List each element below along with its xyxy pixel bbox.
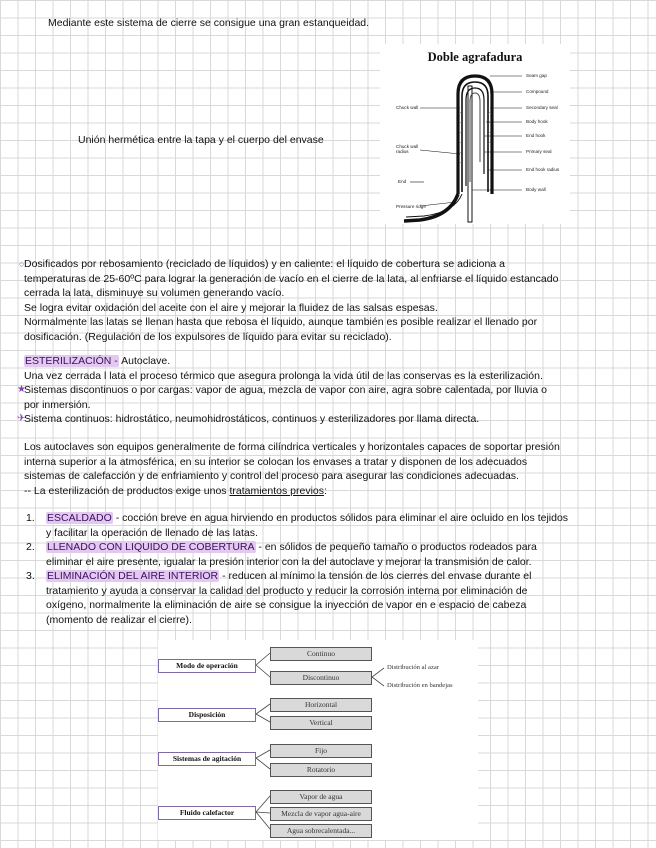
- tree-option: Discontinuo: [270, 671, 372, 685]
- tree-group-label: Modo de operación: [158, 659, 256, 673]
- tree-group-label: Disposición: [158, 708, 256, 722]
- sterilization-heading: ESTERILIZACIÓN - Autoclave.: [25, 355, 171, 367]
- tree-option: Rotatorio: [270, 763, 372, 777]
- dosing-line: cerrada la lata, disminuye su volumen generando vacío.: [24, 287, 285, 299]
- seam-label: End: [398, 179, 407, 184]
- continuous-line: Sistema continuos: hidrostático, neumohidrostáticos, continuos y esterilizadores por llama directa.: [24, 413, 480, 425]
- dosing-line: dosificación. (Regulación de los expulsores de líquido para evitar su reciclado).: [24, 330, 392, 343]
- seam-label: Seam gap: [526, 73, 547, 78]
- seam-label: End hook: [526, 133, 546, 138]
- highlight-term: LLENADO CON LIQUIDO DE COBERTURA: [47, 541, 255, 553]
- seam-label: Body wall: [526, 187, 546, 192]
- previous-treatments-link: tratamientos previos: [229, 484, 324, 497]
- tree-note: Distribución en bandejas: [387, 682, 453, 689]
- dosing-line: Normalmente las latas se llenan hasta que rebosa el líquido, aunque también es posible realizar el llenado por: [24, 316, 538, 328]
- dosing-line: temperaturas de 25-60ºC para lograr la generación de vacío en el cierre de la lata, al enfriarse el líquido estancado: [24, 272, 559, 285]
- arrow-bullet-icon: ✈: [17, 413, 26, 424]
- tree-option: Continuo: [270, 647, 372, 661]
- autoclaves-line: sistemas de calefacción y de enfriamiento y control del proceso para asegurar las condiciones adecuadas.: [24, 470, 519, 482]
- highlight-term: ELIMINACIÓN DEL AIRE INTERIOR: [47, 570, 219, 582]
- seam-label: Chuck wall radius: [396, 144, 419, 154]
- discontinuous-line: Sistemas discontinuos o por cargas: vapor de agua, mezcla de vapor con aire, agra sobre calentada, por lluvia o: [24, 384, 547, 396]
- seam-label: Body hook: [526, 119, 548, 124]
- tree-option: Horizontal: [270, 698, 372, 712]
- highlight-term: ESTERILIZACIÓN -: [25, 355, 118, 367]
- tree-option: Vertical: [270, 716, 372, 730]
- treatments-list: [26, 511, 646, 627]
- tree-option: Vapor de agua: [270, 790, 372, 804]
- sterilization-line: Una vez cerrada l lata el proceso térmico que asegura prolonga la vida útil de las conservas es la esterilización.: [24, 369, 543, 382]
- tree-option: Fijo: [270, 744, 372, 758]
- seam-label: Pressure ridge: [396, 204, 426, 209]
- highlight-term: ESCALDADO: [47, 512, 112, 524]
- autoclave-classification-diagram: [158, 640, 478, 840]
- dosing-paragraph: [24, 257, 644, 344]
- sterilization-section: [24, 354, 644, 427]
- list-item: 1. ESCALDADO - cocción breve en agua hirviendo en productos sólidos para eliminar el aire ocluido en los tejidos y facilitar la operación de llenado de las latas.: [26, 512, 569, 539]
- seam-label: Compound: [526, 89, 549, 94]
- dosing-line: Dosificados por rebosamiento (reciclado de líquidos) y en caliente: el líquido de cobertura se adiciona a: [24, 258, 505, 270]
- autoclaves-paragraph: [24, 440, 644, 498]
- seam-diagram-title: Doble agrafadura: [427, 50, 523, 64]
- dosing-line: Se logra evitar oxidación del aceite con el aire y mejorar la fluidez de las salsas espesas.: [24, 301, 438, 314]
- seam-label: End hook radius: [526, 167, 560, 172]
- seam-label: Secondary seal: [526, 105, 558, 110]
- previous-treatments-line: -- La esterilización de productos exige unos tratamientos previos:: [24, 484, 327, 497]
- seam-label: Primary seal: [526, 149, 552, 154]
- seam-label: Chuck wall: [396, 105, 419, 110]
- tree-option: Mezcla de vapor agua-aire: [270, 807, 372, 821]
- intro-text: Mediante este sistema de cierre se consigue una gran estanqueidad.: [48, 17, 370, 29]
- tree-group-label: Fluido calefactor: [158, 806, 256, 820]
- star-bullet-icon: ★: [17, 384, 26, 395]
- autoclaves-line: interna superior a la atmosférica, en su interior se colocan los envases a tratar y disponen de los adecuados: [24, 455, 528, 468]
- seam-caption: Unión hermética entre la tapa y el cuerpo del envase: [78, 134, 324, 146]
- tree-group-label: Sistemas de agitación: [158, 752, 256, 766]
- list-item: 2. LLENADO CON LIQUIDO DE COBERTURA - en sólidos de pequeño tamaño o productos rodeados para eliminar el aire presente, igualar la presión interior con la del autoclave y mejorar la transmisión de calor.: [26, 541, 537, 568]
- autoclaves-line: Los autoclaves son equipos generalmente de forma cilíndrica verticales y horizontales capaces de soportar presión: [24, 441, 560, 453]
- discontinuous-line: por inmersión.: [24, 398, 91, 411]
- list-item: 3. ELIMINACIÓN DEL AIRE INTERIOR - reducen al mínimo la tensión de los cierres del envase durante el tratamiento y ayuda a conservar la calidad del producto y reducir la corrosión interna por eliminación de oxígeno, normalmente la eliminación de aire se consigue la inyección de vapor en e espacio de cabeza (momento de realizar el cierre).: [26, 570, 532, 626]
- circle-bullet-icon: ○: [19, 259, 25, 269]
- double-seam-diagram: [380, 44, 570, 224]
- tree-option: Agua sobrecalentada...: [270, 824, 372, 838]
- tree-note: Distribución al azar: [387, 664, 439, 671]
